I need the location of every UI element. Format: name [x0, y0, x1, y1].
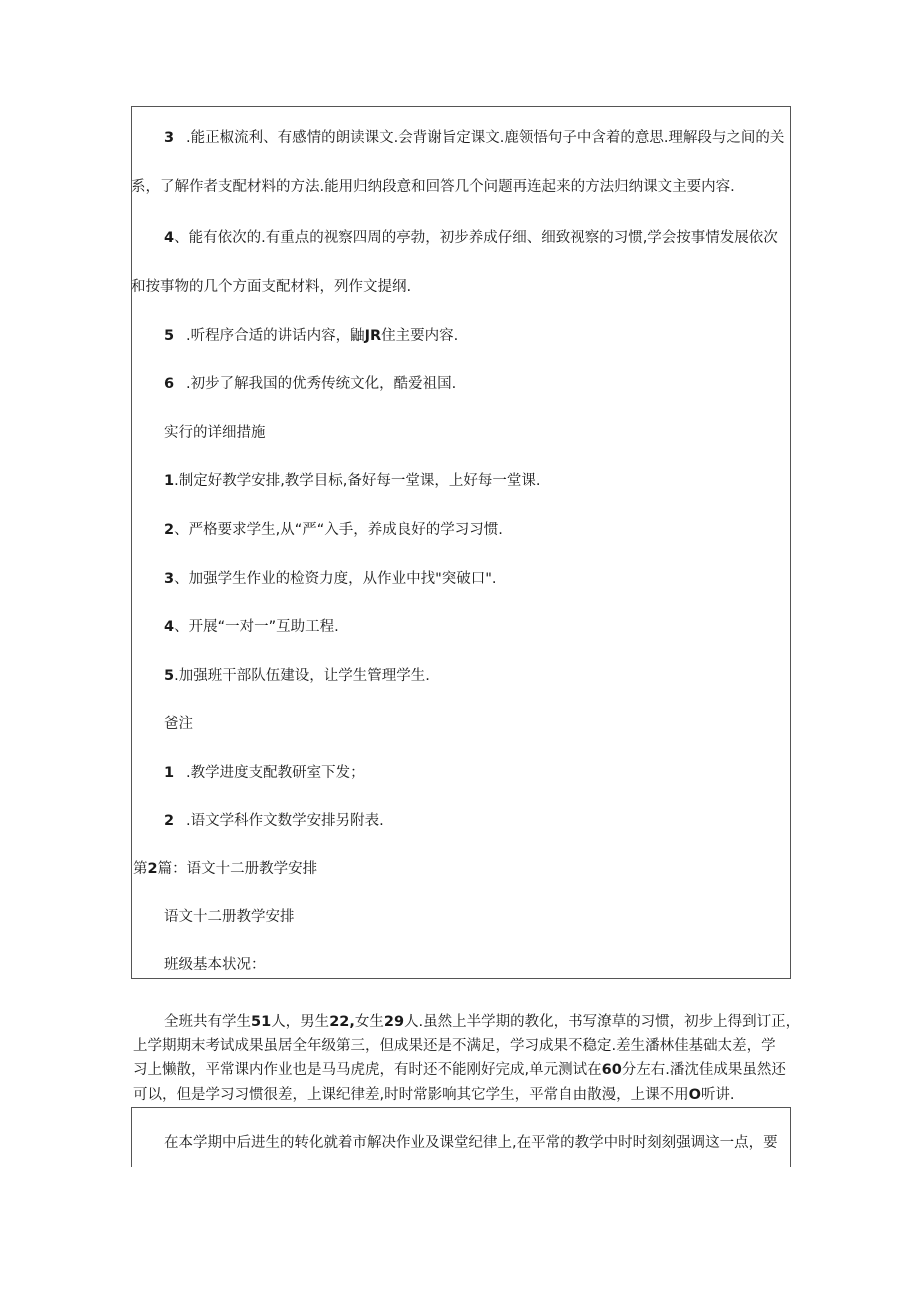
- document-subtitle: 语文十二册教学安排: [164, 909, 295, 925]
- chapter-heading: [133, 859, 317, 879]
- measure-number: 1: [164, 473, 175, 489]
- chapter-number: 2: [147, 861, 158, 877]
- text-run: 分左右.潘沈佳成果虽然还: [621, 1062, 786, 1078]
- measure-text: 、加强学生作业的检资力度，从作业中找"突破口".: [174, 571, 497, 587]
- goal-item-3-line1: [164, 128, 784, 148]
- measures-heading: 实行的详细措施: [164, 425, 266, 441]
- note-item: [164, 811, 384, 831]
- chapter-pre: 第: [133, 861, 148, 877]
- goal-item-4-line1: [164, 228, 778, 248]
- measure-item: [164, 520, 503, 540]
- measure-text: .加强班干部队伍建设，让学生管理学生.: [174, 668, 430, 684]
- class-status-heading: 班级基本状况：: [164, 957, 266, 973]
- notes-heading: 爸注: [164, 716, 193, 732]
- number-run: O: [688, 1087, 701, 1103]
- measure-item: [164, 617, 339, 637]
- number-run: 29: [383, 1014, 405, 1030]
- goal-text-bold: JR: [364, 328, 382, 344]
- paragraph-line-3: [133, 1060, 786, 1080]
- goal-text: .能正椒流利、有感情的朗读课文.会背谢旨定课文.鹿领悟句子中含着的意思.理解段与之间的关: [186, 130, 785, 146]
- chapter-post: 篇：语文十二册教学安排: [157, 861, 318, 877]
- measure-item: [164, 569, 497, 589]
- text-run: 听讲.: [700, 1087, 735, 1103]
- goal-item-6: [164, 374, 456, 394]
- measure-text: 、开展“一对一”互助工程.: [174, 619, 339, 635]
- goal-number: 5: [164, 328, 175, 344]
- text-run: 全班共有学生: [164, 1014, 251, 1030]
- text-run: 人.虽然上半学期的教化，书写潦草的习惯，初步上得到订正，: [404, 1014, 801, 1030]
- goal-item-4-line2: 和按事物的几个方面支配材料，列作文提纲.: [131, 279, 412, 295]
- note-text: .语文学科作文数学安排另附表.: [186, 813, 384, 829]
- goal-item-5: [164, 326, 458, 346]
- measure-text: 、严格要求学生,从“严“入手，养成良好的学习习惯.: [174, 522, 503, 538]
- measure-number: 5: [164, 668, 175, 684]
- number-run: 60: [601, 1062, 622, 1078]
- note-text: .教学进度支配教研室下发；: [186, 765, 365, 781]
- note-number: 1: [164, 765, 175, 781]
- goal-number: 3: [164, 130, 175, 146]
- goal-item-3-line2: 系，了解作者支配材料的方法.能用归纳段意和回答几个问题再连起来的方法归纳课文主要内容.: [131, 179, 735, 195]
- note-item: [164, 763, 365, 783]
- measure-number: 4: [164, 619, 175, 635]
- goal-text-pre: .听程序合适的讲话内容，鼬: [186, 328, 365, 344]
- goal-text-post: 住主要内容.: [381, 328, 459, 344]
- lower-box-line-1: 在本学期中后进生的转化就着市解决作业及课堂纪律上,在平常的教学中时时刻刻强调这一点，要: [164, 1135, 778, 1151]
- measure-number: 2: [164, 522, 175, 538]
- text-run: 女生: [354, 1014, 384, 1030]
- measure-number: 3: [164, 571, 175, 587]
- goal-text: .初步了解我国的优秀传统文化，酷爱祖国.: [186, 376, 457, 392]
- goal-number: 6: [164, 376, 175, 392]
- measure-item: [164, 666, 430, 686]
- paragraph-line-4: [133, 1085, 735, 1105]
- paragraph-line-2: 上学期期末考试成果虽居全年级第三，但成果还是不满足，学习成果不稳定.差生潘林佳基础太差，学: [133, 1038, 776, 1054]
- number-run: 51: [251, 1014, 272, 1030]
- note-number: 2: [164, 813, 175, 829]
- number-run: 22,: [329, 1014, 355, 1030]
- text-run: 人，男生: [271, 1014, 330, 1030]
- paragraph-line-1: [164, 1012, 800, 1032]
- measure-item: [164, 471, 541, 491]
- text-run: 习上懒散，平常课内作业也是马马虎虎，有时还不能刚好完成,单元测试在: [133, 1062, 602, 1078]
- text-run: 可以，但是学习习惯很差，上课纪律差,时时常影响其它学生，平常自由散漫，上课不用: [133, 1087, 689, 1103]
- goal-number: 4: [164, 230, 175, 246]
- measure-text: .制定好教学安排,教学目标,备好每一堂课，上好每一堂课.: [174, 473, 541, 489]
- goal-text: 、能有依次的.有重点的视察四周的亭勃，初步养成仔细、细致视察的习惯,学会按事情发展依次: [174, 230, 778, 246]
